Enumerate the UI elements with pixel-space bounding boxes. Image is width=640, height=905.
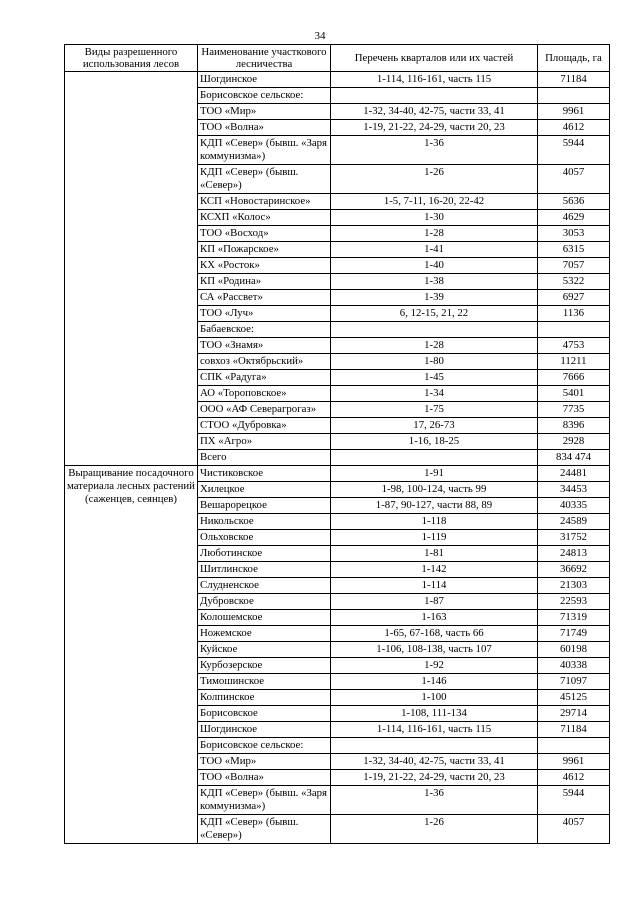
quarters-cell: 1-36 <box>331 786 538 815</box>
quarters-cell: 1-5, 7-11, 16-20, 22-42 <box>331 194 538 210</box>
forestry-name-cell: СА «Рассвет» <box>198 290 331 306</box>
forestry-name-cell: ТОО «Луч» <box>198 306 331 322</box>
forestry-name-cell: АО «Тороповское» <box>198 386 331 402</box>
forestry-name-cell: КХ «Росток» <box>198 258 331 274</box>
forestry-name-cell: совхоз «Октябрьский» <box>198 354 331 370</box>
area-cell: 45125 <box>538 690 610 706</box>
use-type-cell <box>65 72 198 466</box>
area-cell: 24589 <box>538 514 610 530</box>
area-cell: 24481 <box>538 466 610 482</box>
header-forestry-name: Наименование участкового лесничества <box>198 45 331 72</box>
area-cell: 29714 <box>538 706 610 722</box>
area-cell: 11211 <box>538 354 610 370</box>
area-cell: 6315 <box>538 242 610 258</box>
area-cell: 71319 <box>538 610 610 626</box>
area-cell: 71749 <box>538 626 610 642</box>
forestry-name-cell: СТОО «Дубровка» <box>198 418 331 434</box>
forestry-name-cell: ТОО «Знамя» <box>198 338 331 354</box>
quarters-cell: 1-26 <box>331 815 538 844</box>
forestry-name-cell: Всего <box>198 450 331 466</box>
quarters-cell <box>331 88 538 104</box>
forestry-name-cell: КДП «Север» (бывш. «Север») <box>198 815 331 844</box>
quarters-cell: 1-114 <box>331 578 538 594</box>
quarters-cell <box>331 738 538 754</box>
forestry-name-cell: КСП «Новостаринское» <box>198 194 331 210</box>
forestry-name-cell: Колошемское <box>198 610 331 626</box>
quarters-cell: 1-65, 67-168, часть 66 <box>331 626 538 642</box>
area-cell: 8396 <box>538 418 610 434</box>
area-cell: 34453 <box>538 482 610 498</box>
quarters-cell <box>331 322 538 338</box>
quarters-cell: 1-100 <box>331 690 538 706</box>
area-cell: 1136 <box>538 306 610 322</box>
forestry-name-cell: Курбозерское <box>198 658 331 674</box>
quarters-cell: 1-32, 34-40, 42-75, части 33, 41 <box>331 754 538 770</box>
quarters-cell: 1-30 <box>331 210 538 226</box>
table-header-row <box>65 45 610 72</box>
forestry-name-cell: Ножемское <box>198 626 331 642</box>
area-cell: 21303 <box>538 578 610 594</box>
area-cell: 36692 <box>538 562 610 578</box>
forestry-name-cell: Чистиковское <box>198 466 331 482</box>
quarters-cell: 1-119 <box>331 530 538 546</box>
forestry-name-cell: Колпинское <box>198 690 331 706</box>
table-row <box>65 72 610 88</box>
area-cell: 40335 <box>538 498 610 514</box>
area-cell: 7735 <box>538 402 610 418</box>
forestry-name-cell: КСХП «Колос» <box>198 210 331 226</box>
area-cell: 4629 <box>538 210 610 226</box>
quarters-cell: 1-41 <box>331 242 538 258</box>
quarters-cell: 1-36 <box>331 136 538 165</box>
quarters-cell: 1-19, 21-22, 24-29, части 20, 23 <box>331 770 538 786</box>
quarters-cell: 1-87 <box>331 594 538 610</box>
forestry-name-cell: Бабаевское: <box>198 322 331 338</box>
forestry-name-cell: КДП «Север» (бывш. «Север») <box>198 165 331 194</box>
area-cell: 4612 <box>538 770 610 786</box>
quarters-cell: 1-91 <box>331 466 538 482</box>
quarters-cell: 1-118 <box>331 514 538 530</box>
forestry-name-cell: ТОО «Восход» <box>198 226 331 242</box>
area-cell: 60198 <box>538 642 610 658</box>
area-cell: 31752 <box>538 530 610 546</box>
forestry-name-cell: ООО «АФ Северагрогаз» <box>198 402 331 418</box>
quarters-cell: 1-163 <box>331 610 538 626</box>
forestry-name-cell: ТОО «Мир» <box>198 104 331 120</box>
header-use-type: Виды разрешенного использования лесов <box>65 45 198 72</box>
quarters-cell <box>331 450 538 466</box>
forestry-name-cell: Шогдинское <box>198 722 331 738</box>
area-cell: 5401 <box>538 386 610 402</box>
forestry-name-cell: Никольское <box>198 514 331 530</box>
forestry-name-cell: КП «Родина» <box>198 274 331 290</box>
forestry-name-cell: Хилецкое <box>198 482 331 498</box>
forestry-name-cell: Слудненское <box>198 578 331 594</box>
forestry-name-cell: Куйское <box>198 642 331 658</box>
area-cell: 71184 <box>538 72 610 88</box>
quarters-cell: 1-28 <box>331 338 538 354</box>
area-cell: 71184 <box>538 722 610 738</box>
forestry-name-cell: Вешарорецкое <box>198 498 331 514</box>
quarters-cell: 1-38 <box>331 274 538 290</box>
area-cell: 24813 <box>538 546 610 562</box>
area-cell: 3053 <box>538 226 610 242</box>
forestry-name-cell: Борисовское сельское: <box>198 88 331 104</box>
quarters-cell: 1-98, 100-124, часть 99 <box>331 482 538 498</box>
quarters-cell: 1-45 <box>331 370 538 386</box>
forestry-name-cell: КДП «Север» (бывш. «Заря коммунизма») <box>198 786 331 815</box>
forestry-name-cell: Борисовское сельское: <box>198 738 331 754</box>
quarters-cell: 1-80 <box>331 354 538 370</box>
table-row <box>65 466 610 482</box>
area-cell: 834 474 <box>538 450 610 466</box>
area-cell: 5322 <box>538 274 610 290</box>
page-number: 34 <box>314 30 326 42</box>
forestry-name-cell: ТОО «Волна» <box>198 770 331 786</box>
area-cell: 6927 <box>538 290 610 306</box>
quarters-cell: 1-39 <box>331 290 538 306</box>
area-cell: 40338 <box>538 658 610 674</box>
area-cell: 5636 <box>538 194 610 210</box>
quarters-cell: 1-75 <box>331 402 538 418</box>
forestry-name-cell: Борисовское <box>198 706 331 722</box>
forest-use-table <box>64 44 610 844</box>
quarters-cell: 1-146 <box>331 674 538 690</box>
forestry-name-cell: КП «Пожарское» <box>198 242 331 258</box>
area-cell: 4057 <box>538 815 610 844</box>
quarters-cell: 1-108, 111-134 <box>331 706 538 722</box>
header-quarters: Перечень кварталов или их частей <box>331 45 538 72</box>
quarters-cell: 1-40 <box>331 258 538 274</box>
forestry-name-cell: ПХ «Агро» <box>198 434 331 450</box>
table-body <box>65 72 610 844</box>
area-cell: 4612 <box>538 120 610 136</box>
area-cell <box>538 88 610 104</box>
area-cell: 7057 <box>538 258 610 274</box>
area-cell: 4753 <box>538 338 610 354</box>
quarters-cell: 1-16, 18-25 <box>331 434 538 450</box>
area-cell: 7666 <box>538 370 610 386</box>
forestry-name-cell: Люботинское <box>198 546 331 562</box>
quarters-cell: 1-114, 116-161, часть 115 <box>331 72 538 88</box>
quarters-cell: 6, 12-15, 21, 22 <box>331 306 538 322</box>
quarters-cell: 1-114, 116-161, часть 115 <box>331 722 538 738</box>
area-cell: 2928 <box>538 434 610 450</box>
quarters-cell: 1-19, 21-22, 24-29, части 20, 23 <box>331 120 538 136</box>
quarters-cell: 1-26 <box>331 165 538 194</box>
forestry-name-cell: Дубровское <box>198 594 331 610</box>
forestry-name-cell: Тимошинское <box>198 674 331 690</box>
area-cell <box>538 738 610 754</box>
forestry-name-cell: ТОО «Мир» <box>198 754 331 770</box>
quarters-cell: 17, 26-73 <box>331 418 538 434</box>
area-cell <box>538 322 610 338</box>
quarters-cell: 1-28 <box>331 226 538 242</box>
forestry-name-cell: КДП «Север» (бывш. «Заря коммунизма») <box>198 136 331 165</box>
area-cell: 5944 <box>538 136 610 165</box>
area-cell: 9961 <box>538 104 610 120</box>
quarters-cell: 1-81 <box>331 546 538 562</box>
area-cell: 9961 <box>538 754 610 770</box>
area-cell: 22593 <box>538 594 610 610</box>
area-cell: 4057 <box>538 165 610 194</box>
area-cell: 5944 <box>538 786 610 815</box>
forestry-name-cell: Шогдинское <box>198 72 331 88</box>
forestry-name-cell: ТОО «Волна» <box>198 120 331 136</box>
quarters-cell: 1-92 <box>331 658 538 674</box>
quarters-cell: 1-106, 108-138, часть 107 <box>331 642 538 658</box>
quarters-cell: 1-34 <box>331 386 538 402</box>
area-cell: 71097 <box>538 674 610 690</box>
use-type-cell: Выращивание посадочного материала лесных растений (саженцев, сеянцев) <box>65 466 198 844</box>
quarters-cell: 1-32, 34-40, 42-75, части 33, 41 <box>331 104 538 120</box>
header-area: Площадь, га <box>538 45 610 72</box>
forestry-name-cell: Шитлинское <box>198 562 331 578</box>
forestry-name-cell: Ольховское <box>198 530 331 546</box>
quarters-cell: 1-87, 90-127, части 88, 89 <box>331 498 538 514</box>
forestry-name-cell: СПК «Радуга» <box>198 370 331 386</box>
quarters-cell: 1-142 <box>331 562 538 578</box>
